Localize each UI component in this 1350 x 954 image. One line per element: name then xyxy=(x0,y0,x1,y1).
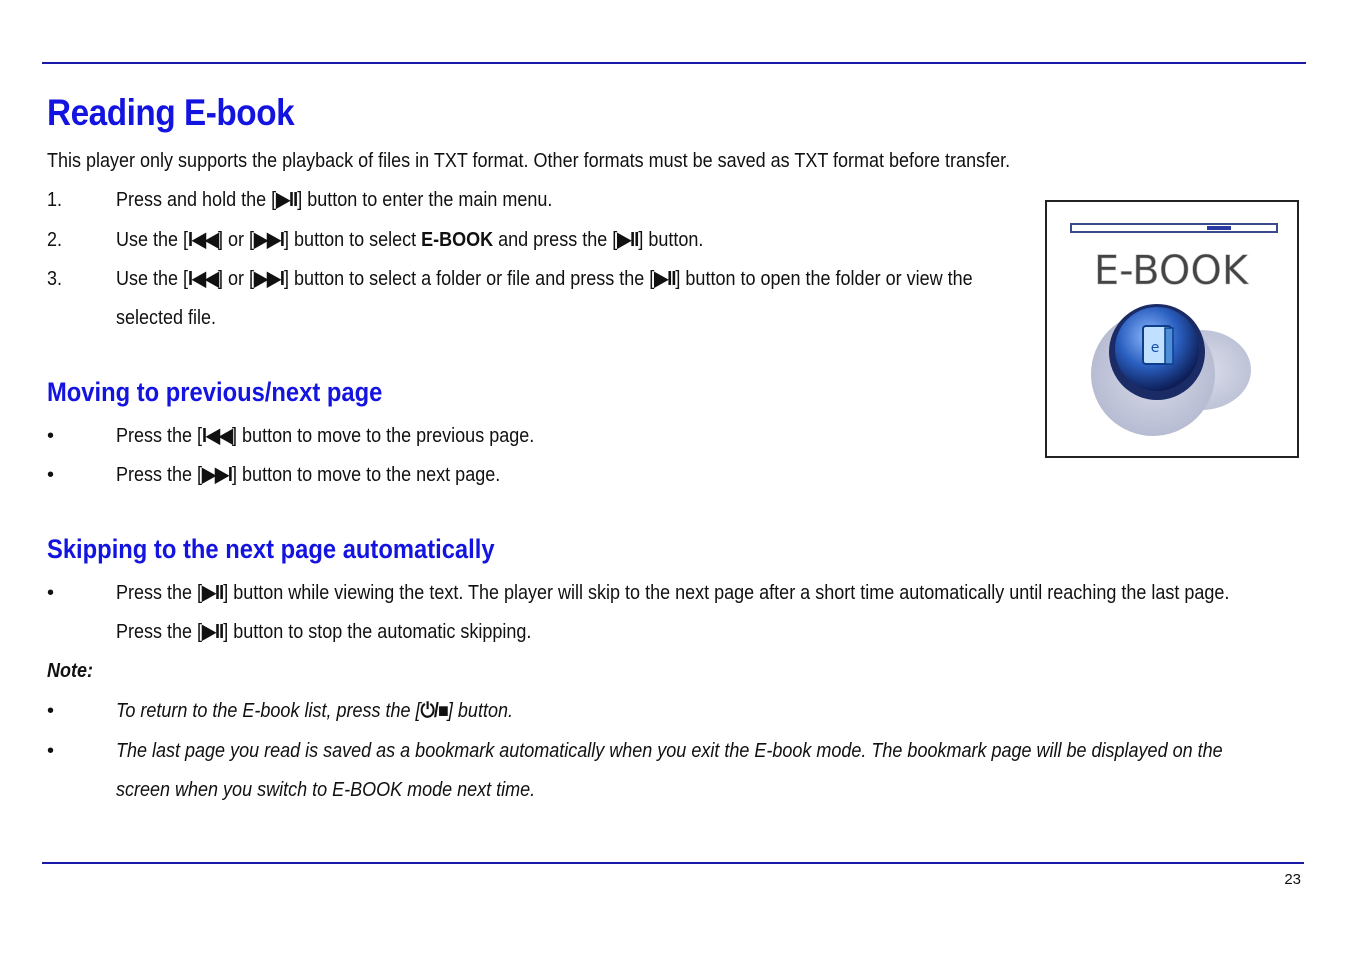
previous-icon: I◀◀ xyxy=(202,425,233,447)
previous-icon: I◀◀ xyxy=(188,268,219,290)
power-stop-icon: ⏻/■ xyxy=(420,700,448,722)
section-heading-auto-skip: Skipping to the next page automatically xyxy=(47,534,495,564)
play-pause-icon: ▶II xyxy=(654,268,676,290)
step-2-text: Use the [I◀◀] or [▶▶I] button to select E-BOOK and press the [▶II] button. xyxy=(116,229,704,251)
figure-label: E-BOOK xyxy=(1093,248,1249,294)
previous-icon: I◀◀ xyxy=(188,229,219,251)
section-heading-prev-next: Moving to previous/next page xyxy=(47,377,383,407)
step-1-number: 1. xyxy=(47,189,63,211)
auto-skip-line-2: Press the [▶II] button to stop the automatic skipping. xyxy=(116,621,532,643)
svg-text:e: e xyxy=(1150,340,1160,356)
play-pause-icon: ▶II xyxy=(202,621,224,643)
next-icon: ▶▶I xyxy=(254,268,285,290)
bullet: • xyxy=(47,464,55,486)
bullet: • xyxy=(47,740,55,762)
book-icon xyxy=(1143,326,1173,364)
note-item-2-line-2: screen when you switch to E-BOOK mode next time. xyxy=(116,779,536,801)
play-pause-icon: ▶II xyxy=(202,582,224,604)
note-item-1: To return to the E-book list, press the [⏻/■] button. xyxy=(116,700,513,722)
step-3-continuation: selected file. xyxy=(116,307,217,329)
note-item-2-line-1: The last page you read is saved as a bookmark automatically when you exit the E-book mode. The bookmark page will be displayed on the xyxy=(116,740,1223,762)
auto-skip-line-1: Press the [▶II] button while viewing the text. The player will skip to the next page after a short time automatically until reaching the last page. xyxy=(116,582,1230,604)
intro-text: This player only supports the playback of files in TXT format. Other formats must be saved as TXT format before transfer. xyxy=(47,150,1011,172)
page-title: Reading E-book xyxy=(47,92,295,133)
play-pause-icon: ▶II xyxy=(617,229,639,251)
next-icon: ▶▶I xyxy=(202,464,233,486)
next-icon: ▶▶I xyxy=(254,229,285,251)
progress-indicator xyxy=(1207,226,1231,230)
step-3-number: 3. xyxy=(47,268,63,290)
bullet: • xyxy=(47,582,55,604)
note-label: Note: xyxy=(47,660,93,682)
step-2-number: 2. xyxy=(47,229,63,251)
bullet: • xyxy=(47,425,55,447)
progress-bar xyxy=(1071,224,1277,232)
step-3-text: Use the [I◀◀] or [▶▶I] button to select a folder or file and press the [▶II] button to open the folder or view the xyxy=(116,268,973,290)
step-1-text: Press and hold the [▶II] button to enter the main menu. xyxy=(116,189,553,211)
prev-page-item: Press the [I◀◀] button to move to the previous page. xyxy=(116,425,535,447)
top-rule xyxy=(42,62,1306,64)
ebook-screen-figure xyxy=(1045,200,1299,458)
ebook-screen-illustration xyxy=(1047,202,1297,456)
next-page-item: Press the [▶▶I] button to move to the next page. xyxy=(116,464,501,486)
page-number: 23 xyxy=(1284,871,1301,888)
bullet: • xyxy=(47,700,55,722)
play-pause-icon: ▶II xyxy=(276,189,298,211)
bottom-rule xyxy=(42,862,1304,864)
